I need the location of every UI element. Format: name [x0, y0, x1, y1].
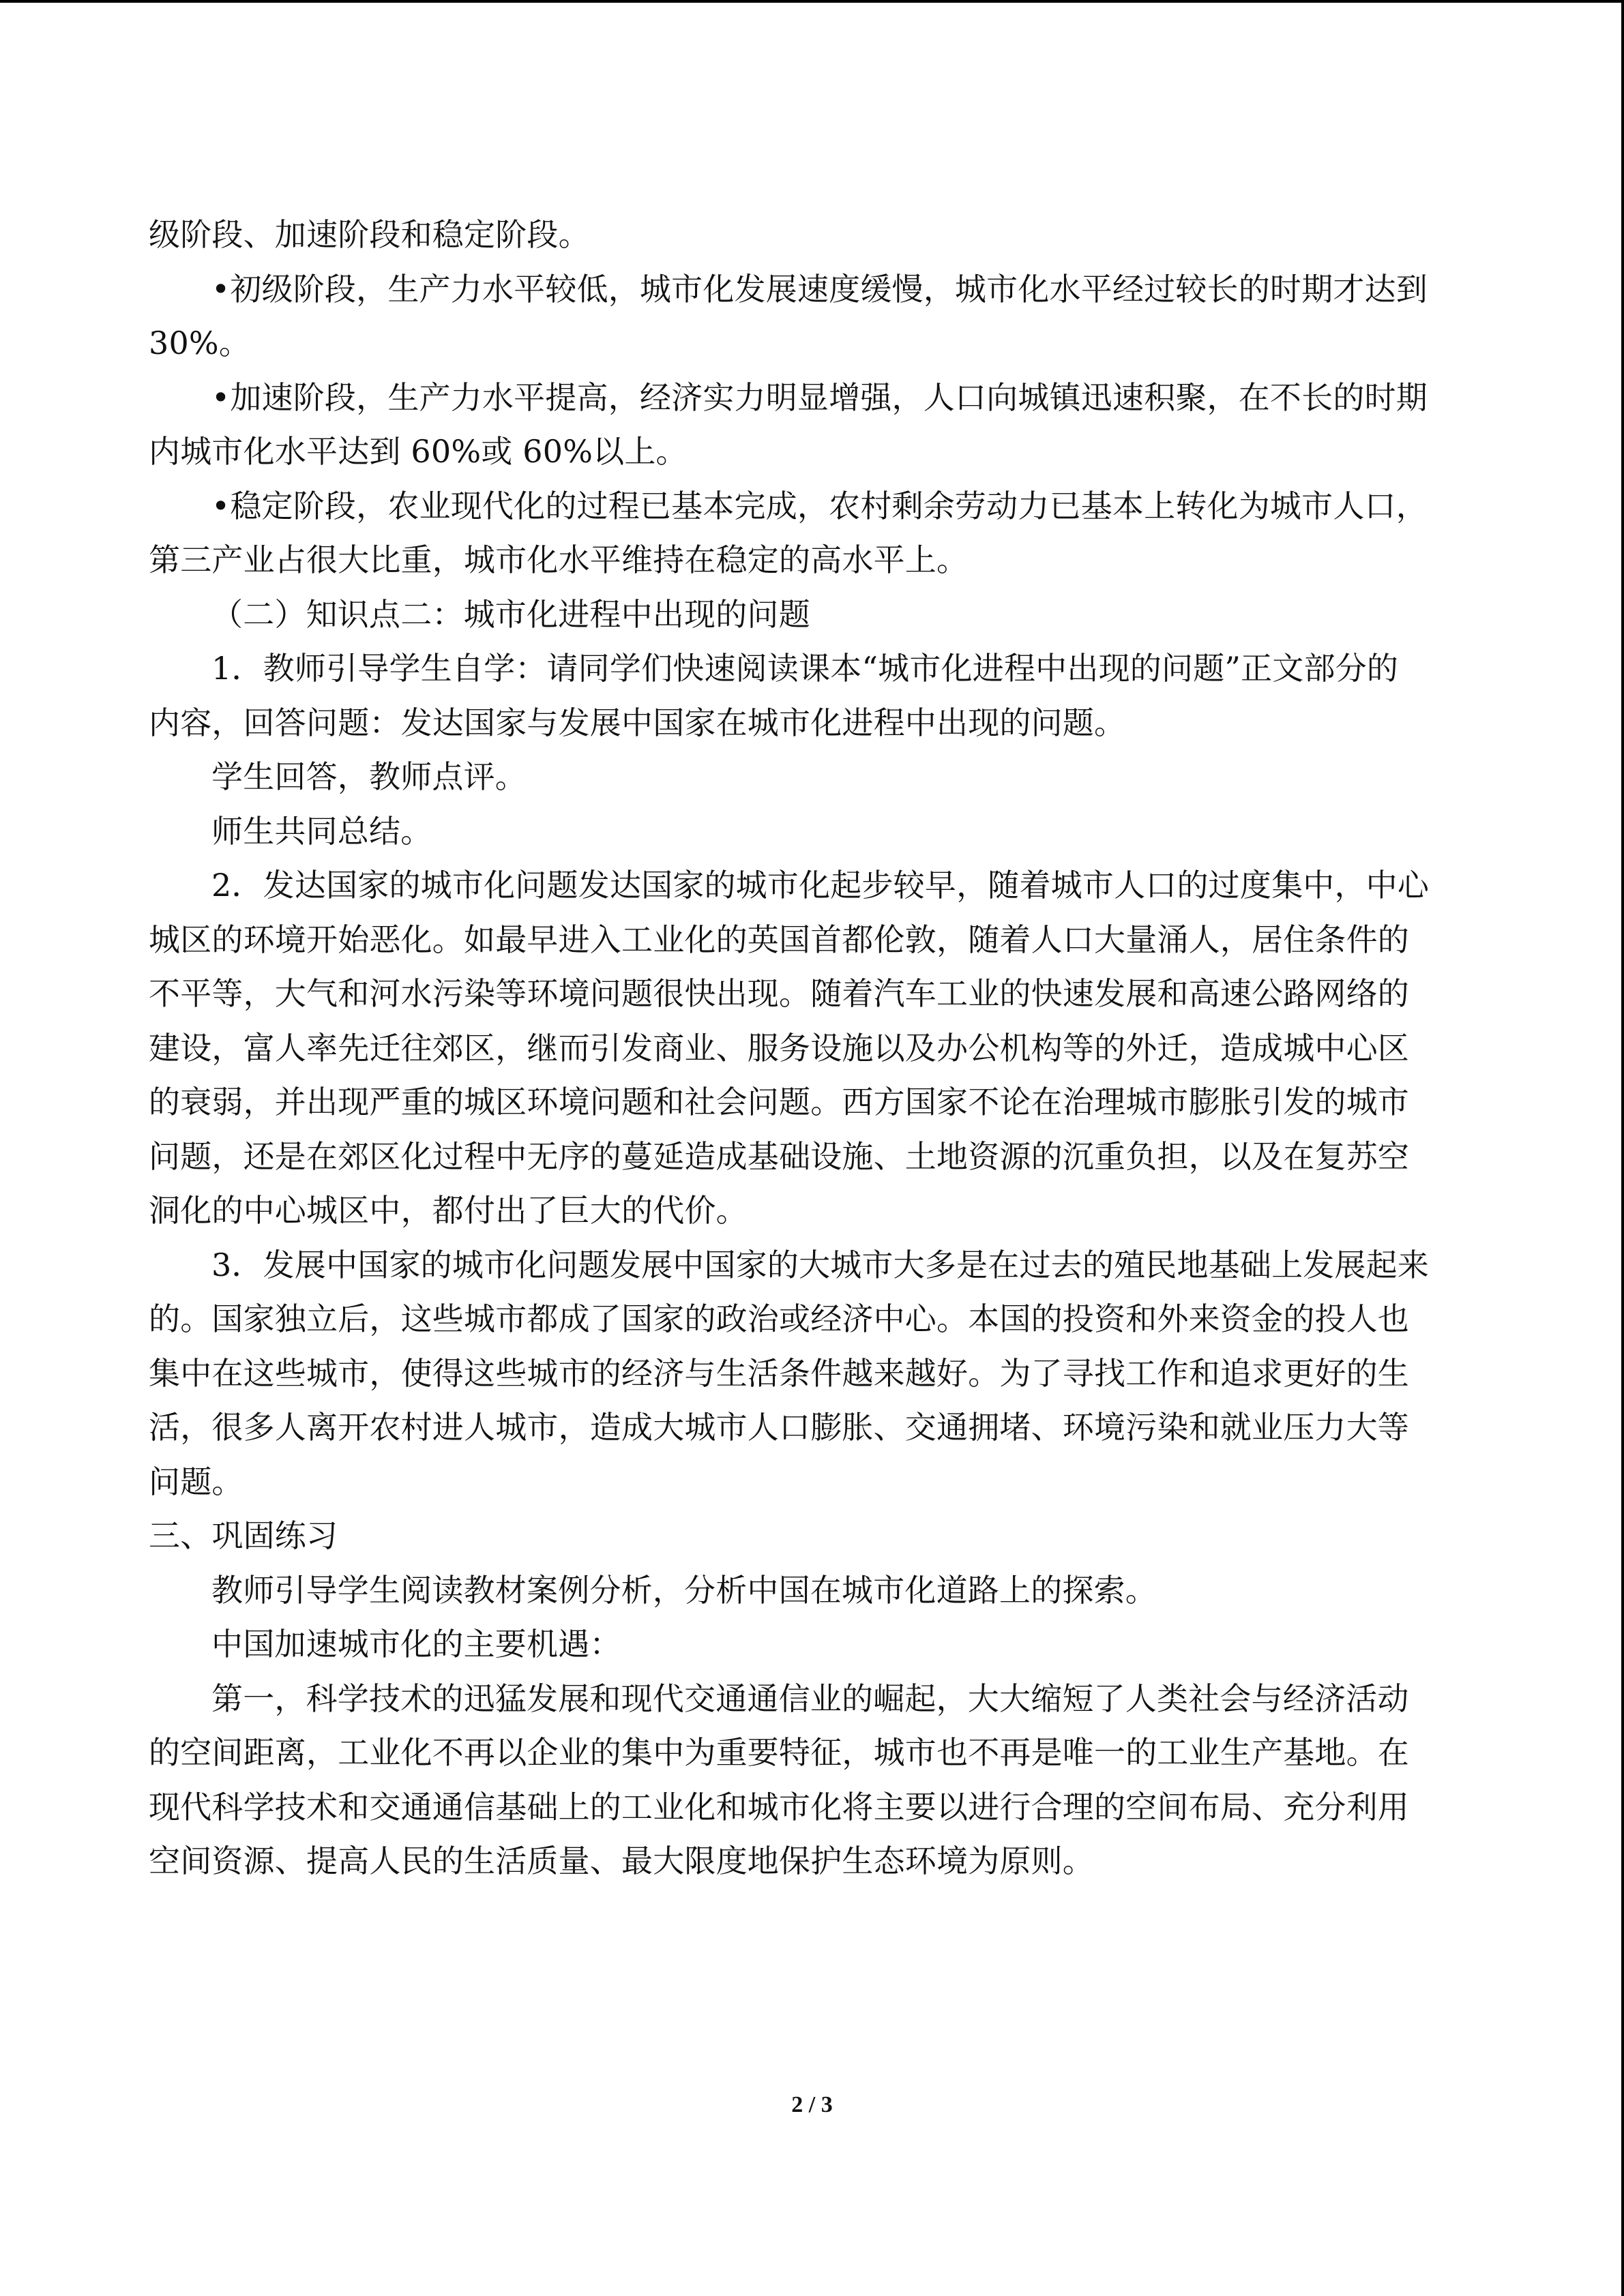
text-line: 第一，科学技术的迅猛发展和现代交通通信业的崛起，大大缩短了人类社会与经济活动	[211, 1680, 1409, 1717]
text-line: 3．发展中国家的城市化问题发展中国家的大城市大多是在过去的殖民地基础上发展起来	[211, 1246, 1430, 1283]
text-line: 城区的环境开始恶化。如最早进入工业化的英国首都伦敦，随着人口大量涌人，居住条件的	[149, 921, 1409, 958]
text-line: 30%。	[149, 325, 251, 361]
text-line: 洞化的中心城区中，都付出了巨大的代价。	[149, 1192, 748, 1229]
text-line: 的空间距离，工业化不再以企业的集中为重要特征，城市也不再是唯一的工业生产基地。在	[149, 1734, 1409, 1771]
page-number: 2 / 3	[791, 2092, 833, 2117]
text-line: 问题，还是在郊区化过程中无序的蔓延造成基础设施、土地资源的沉重负担，以及在复苏空	[149, 1137, 1409, 1175]
text-line: •初级阶段，生产力水平较低，城市化发展速度缓慢，城市化水平经过较长的时期才达到	[211, 270, 1428, 308]
text-line: 中国加速城市化的主要机遇：	[211, 1626, 621, 1663]
text-line: 的衰弱，并出现严重的城区环境问题和社会问题。西方国家不论在治理城市膨胀引发的城市	[149, 1084, 1409, 1120]
page-border-right	[1621, 0, 1624, 2296]
page-border-top	[0, 0, 1624, 3]
text-line: 不平等，大气和河水污染等环境问题很快出现。随着汽车工业的快速发展和高速公路网络的	[149, 975, 1409, 1012]
section-heading: 三、巩固练习	[149, 1517, 338, 1554]
text-line: 现代科学技术和交通通信基础上的工业化和城市化将主要以进行合理的空间布局、充分利用	[149, 1788, 1409, 1825]
text-line: 2．发达国家的城市化问题发达国家的城市化起步较早，随着城市人口的过度集中，中心	[211, 867, 1430, 904]
text-line: 教师引导学生阅读教材案例分析，分析中国在城市化道路上的探索。	[211, 1571, 1157, 1609]
text-line: •加速阶段，生产力水平提高，经济实力明显增强，人口向城镇迅速积聚，在不长的时期	[211, 378, 1428, 416]
text-line: 师生共同总结。	[211, 812, 432, 850]
text-line: 问题。	[149, 1463, 243, 1500]
text-line: 活，很多人离开农村进人城市，造成大城市人口膨胀、交通拥堵、环境污染和就业压力大等	[149, 1409, 1409, 1446]
text-line: 建设，富人率先迁往郊区，继而引发商业、服务设施以及办公机构等的外迁，造成城中心区	[149, 1029, 1409, 1067]
text-line: 1．教师引导学生自学：请同学们快速阅读课本“城市化进程中出现的问题”正文部分的	[211, 650, 1399, 687]
text-line: 级阶段、加速阶段和稳定阶段。	[149, 216, 590, 253]
document-body	[149, 208, 1477, 1889]
text-line: 内城市化水平达到 60%或 60%以上。	[149, 433, 688, 470]
text-line: 集中在这些城市，使得这些城市的经济与生活条件越来越好。为了寻找工作和追求更好的生	[149, 1354, 1409, 1392]
text-line: •稳定阶段，农业现代化的过程已基本完成，农村剩余劳动力已基本上转化为城市人口，	[211, 487, 1428, 524]
section-heading: （二）知识点二：城市化进程中出现的问题	[211, 595, 810, 633]
text-line: 第三产业占很大比重，城市化水平维持在稳定的高水平上。	[149, 541, 969, 578]
text-line: 学生回答，教师点评。	[211, 758, 527, 795]
text-line: 的。国家独立后，这些城市都成了国家的政治或经济中心。本国的投资和外来资金的投人也	[149, 1300, 1409, 1337]
text-line: 内容，回答问题：发达国家与发展中国家在城市化进程中出现的问题。	[149, 704, 1126, 741]
text-line: 空间资源、提高人民的生活质量、最大限度地保护生态环境为原则。	[149, 1843, 1094, 1879]
